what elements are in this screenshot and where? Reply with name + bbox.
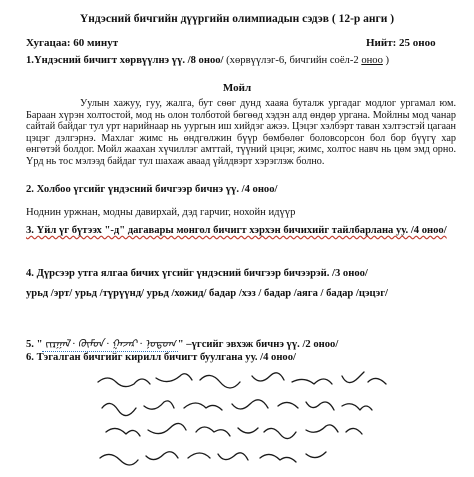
mongol-script-words: ᠵᠢᠷᠭᠠᠯ · ᠬᠦᠮᠦᠨ · ᠭᠠᠵᠠᠷ · ᠨᠤᠲᠤᠭ <box>42 333 177 352</box>
task-5 <box>26 333 338 352</box>
task-4 <box>26 268 368 279</box>
task-1-underlined: оноо <box>361 55 383 66</box>
task-2-content: Ноднин уржнан, модны давирхай, дэд гарчиг, нохойн идүүр <box>26 207 296 218</box>
task-3 <box>26 225 447 236</box>
task-6 <box>26 352 296 363</box>
page-title: Үндэсний бичгийн дүүргийн олимпиадын сэдэв ( 12-р анги ) <box>79 13 395 25</box>
task-2 <box>26 184 277 195</box>
poem-title: Мойл <box>222 82 252 94</box>
poem-text: Уулын хажуу, гуу, жалга, бут сөөг дунд хааяа буталж ургадаг модлог ургамал юм. Бараан хүрэн холтостой, мод нь олон толботой бөгөөд хэдэн алд өндөр ургана. Мойлны мод чанар сайтай байдаг тул урт нарийнаар нь уургын иш хийдэг ажээ. Цэцэг хэлбэрт таван хэлтэстэй цагаан цэцэг дэлгэрнэ. Махлаг жимс нь өндгөлжин бүүр бөмбөлөг боловсорсон бол бор бүүгү хар өнгөтэй болдог. Мойл жаахан хүчиллэг амттай, түүний цэцэг, жимс, холтос навч нь цөм эмд орно. Үрд нь тос мэлээд байдаг тул шахаж аваад үйлдвэрт хэрэглэж болно. <box>26 98 456 167</box>
handwritten-text-image <box>92 368 392 468</box>
task-5-number: 5. " <box>26 339 43 350</box>
task-1 <box>26 55 389 66</box>
task-1-detail: (хөрвүүлэг-6, бичгийн соёл-2 <box>223 55 362 66</box>
task-4-label: 4. Дүрсээр утга ялгаа бичих үгсийг үндэсний бичгээр бичээрэй. /3 оноо/ <box>26 268 368 279</box>
task-5-label: " –үгсийг эвхэж бичнэ үү. /2 оноо/ <box>177 339 339 350</box>
task-2-label: 2. Холбоо үгсийг үндэсний бичгээр бичнэ үү. /4 оноо/ <box>26 184 278 195</box>
task-3-label: 3. Үйл үг бүтээх "-д" дагавары монгол бичигт хэрхэн бичихийг тайлбарлана уу. /4 оноо/ <box>26 225 447 236</box>
task-6-label: 6. Тэгалган бичгийг кирилл бичигт буулгана уу. /4 оноо/ <box>26 352 296 363</box>
task-4-words: урьд /эрт/ урьд /түрүүнд/ урьд /хожид/ бадар /хэз / бадар /аяга / бадар /цэцэг/ <box>26 288 388 299</box>
task-1-label: 1.Үндэсний бичигт хөрвүүлнэ үү. /8 оноо/ <box>26 55 224 66</box>
total-score: Нийт: 25 оноо <box>366 37 436 49</box>
task-1-close: ) <box>382 55 390 66</box>
time-limit: Хугацаа: 60 минут <box>26 37 119 49</box>
